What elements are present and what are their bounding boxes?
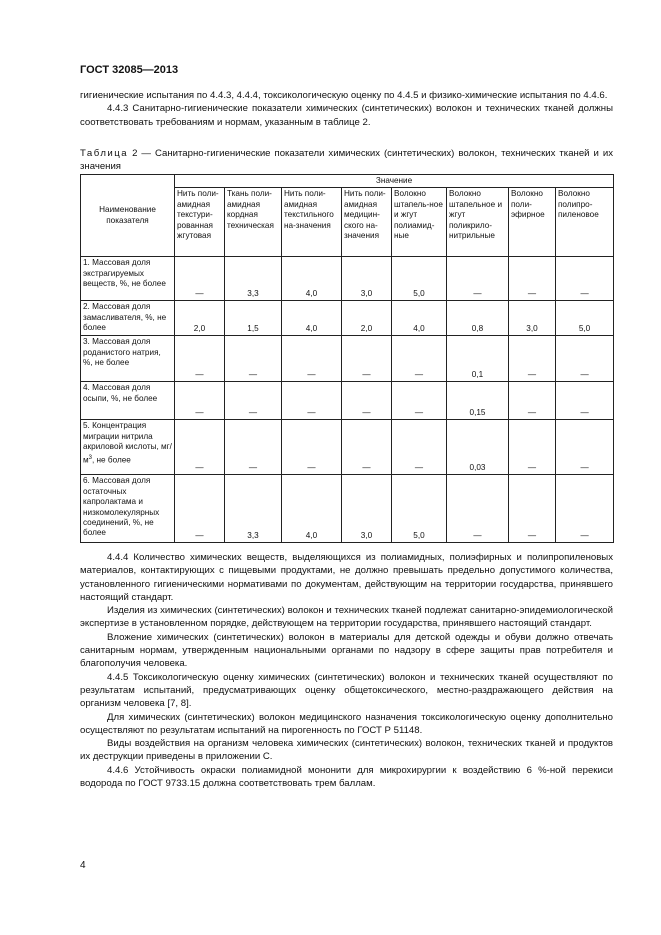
table-cell: — [556, 420, 614, 475]
column-header: Волокно штапель-ное и жгут полиамид-ные [392, 188, 447, 257]
table-cell: — [225, 420, 282, 475]
table-cell: — [392, 382, 447, 420]
body-paragraph-5: Для химических (синтетических) волокон медицинского назначения токсикологическую оценку дополнительно осуществляют по результатам испытаний на пирогенность по ГОСТ Р 51148. [80, 711, 613, 736]
table-cell: — [509, 475, 556, 543]
row-name: 3. Массовая доля роданистого натрия, %, не более [81, 336, 175, 382]
table-cell: — [556, 475, 614, 543]
table-cell: — [175, 475, 225, 543]
row-name: 4. Массовая доля осыпи, %, не более [81, 382, 175, 420]
body-paragraph-7: 4.4.6 Устойчивость окраски полиамидной мононити для микрохирургии к воздействию 6 %-ной перекиси водорода по ГОСТ 9733.15 должна соответствовать трем баллам. [80, 764, 613, 790]
table-cell: — [556, 257, 614, 301]
table-cell: 0,8 [447, 301, 509, 336]
table-cell: — [282, 336, 342, 382]
table-cell: — [509, 257, 556, 301]
table-cell: 2,0 [175, 301, 225, 336]
column-header: Ткань поли-амидная кордная техническая [225, 188, 282, 257]
table-cell: — [509, 336, 556, 382]
row-name-superscript: 3 [88, 454, 92, 461]
column-header: Волокно полипро-пиленовое [556, 188, 614, 257]
column-header: Нить поли-амидная медицин-ского на-значения [342, 188, 392, 257]
table-cell: 3,0 [342, 475, 392, 543]
table-cell: — [556, 382, 614, 420]
table-cell: — [342, 382, 392, 420]
table-cell: 4,0 [282, 257, 342, 301]
table-cell: 4,0 [282, 475, 342, 543]
table-cell: 3,3 [225, 475, 282, 543]
table-cell: — [282, 382, 342, 420]
row-name [81, 420, 175, 475]
table-cell: — [556, 336, 614, 382]
table-row [81, 301, 614, 336]
table-cell: 0,03 [447, 420, 509, 475]
table-cell: — [342, 336, 392, 382]
table-cell: 3,0 [509, 301, 556, 336]
table-cell: 5,0 [392, 257, 447, 301]
table-cell: 4,0 [392, 301, 447, 336]
table-cell: — [447, 475, 509, 543]
table-caption-text: 2 — Санитарно-гигиенические показатели химических (синтетических) волокон, технических тканей и их значения [80, 148, 613, 172]
column-header: Волокно поли-эфирное [509, 188, 556, 257]
body-paragraph-6: Виды воздействия на организм человека химических (синтетических) волокон, технических тканей и продуктов их деструкции приведены в приложении С. [80, 738, 613, 763]
table-cell: 3,3 [225, 257, 282, 301]
column-header: Волокно штапельное и жгут поликрило-нитрильные [447, 188, 509, 257]
table-cell: — [342, 420, 392, 475]
table-cell: — [509, 420, 556, 475]
table-cell: — [282, 420, 342, 475]
table-row [81, 257, 614, 301]
table-cell: 5,0 [556, 301, 614, 336]
table-cell: 0,15 [447, 382, 509, 420]
table-caption [80, 148, 613, 173]
table-cell: 1,5 [225, 301, 282, 336]
body-paragraph-2: Изделия из химических (синтетических) волокон и технических тканей подлежат санитарно-эпидемиологической экспертизе в установленном порядке, действующем на территории государства, принявшего настоящий стандарт. [80, 605, 613, 630]
table-cell: 5,0 [392, 475, 447, 543]
row-name: 2. Массовая доля замасливателя, %, не более [81, 301, 175, 336]
intro-paragraph-2: 4.4.3 Санитарно-гигиенические показатели химических (синтетических) волокон и технических тканей должны соответствовать требованиям и нормам, указанным в таблице 2. [80, 103, 613, 128]
table-cell: 4,0 [282, 301, 342, 336]
intro-section [80, 89, 613, 129]
document-header: ГОСТ 32085—2013 [80, 64, 179, 76]
table-cell: — [175, 382, 225, 420]
table-cell: 3,0 [342, 257, 392, 301]
table-cell: — [175, 420, 225, 475]
table-cell: — [392, 336, 447, 382]
row-name-text: , не более [91, 455, 131, 465]
table-cell: — [509, 382, 556, 420]
row-name: 1. Массовая доля экстрагируемых веществ, %, не более [81, 257, 175, 301]
table-row [81, 420, 614, 475]
row-name: 6. Массовая доля остаточных капролактама и низкомолекулярных соединений, %, не более [81, 475, 175, 543]
value-column-header: Значение [175, 175, 614, 188]
body-paragraph-3: Вложение химических (синтетических) волокон в материалы для детской одежды и обуви должно отвечать санитарным нормам, утвержденным национальными органами по надзору в сфере защиты прав потребителя и благополучия человека. [80, 631, 613, 670]
table-cell: — [392, 420, 447, 475]
table-caption-prefix: Таблица [80, 148, 129, 159]
table-cell: 2,0 [342, 301, 392, 336]
name-column-header: Наименование показателя [81, 175, 175, 257]
table-cell: — [175, 336, 225, 382]
table-cell: — [225, 382, 282, 420]
table-cell: — [225, 336, 282, 382]
table-row [81, 382, 614, 420]
hygiene-table [80, 174, 614, 543]
table-cell: — [175, 257, 225, 301]
body-paragraph-1: 4.4.4 Количество химических веществ, выделяющихся из полиамидных, полиэфирных и полипропиленовых материалов, контактирующих с пищевыми продуктами, не должно превышать предельно допустимого количества, установленного гигиеническими нормативами по документам, действующим на территории государства, принявшего настоящий стандарт. [80, 552, 613, 603]
intro-paragraph-1: гигиенические испытания по 4.4.3, 4.4.4, токсикологическую оценку по 4.4.5 и физико-химические испытания по 4.4.6. [80, 90, 608, 101]
body-section [80, 551, 613, 790]
row-name-text: 5. Концентрация миграции нитрила акриловой кислоты, мг/ м [83, 421, 172, 465]
page-number: 4 [80, 860, 86, 871]
body-paragraph-4: 4.4.5 Токсикологическую оценку химических (синтетических) волокон и технических тканей осуществляют по результатам испытаний, предусматривающих оценку общетоксического, местно-раздражающего действия на организм человека [7, 8]. [80, 671, 613, 710]
column-header: Нить поли-амидная текстури-рованная жгутовая [175, 188, 225, 257]
table-cell: — [447, 257, 509, 301]
table-row [81, 336, 614, 382]
column-header: Нить поли-амидная текстильного на-значения [282, 188, 342, 257]
table-row [81, 475, 614, 543]
table-cell: 0,1 [447, 336, 509, 382]
